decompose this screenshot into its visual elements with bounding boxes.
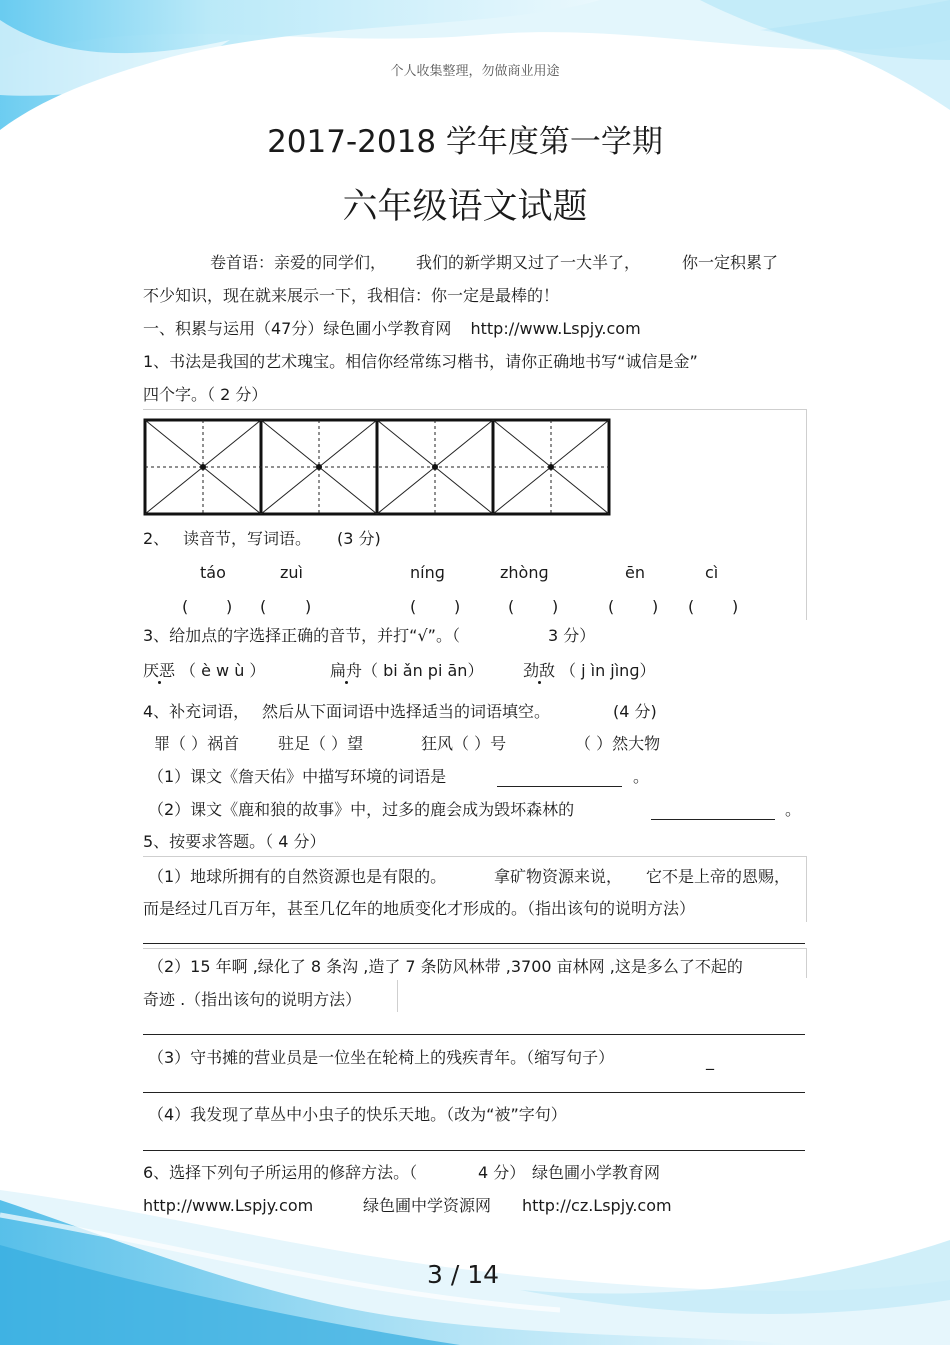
pinyin-item: nínɡ	[410, 563, 445, 582]
intro-line2: 不少知识，现在就来展示一下，我相信：你一定是最棒的！	[143, 286, 560, 305]
pinyin-item: zuì	[280, 563, 303, 582]
q6-url2: http://cz.Lspjy.com	[522, 1196, 672, 1215]
pinyin-item: ēn	[625, 563, 645, 582]
q1-line2: 四个字。（ 2 分）	[143, 385, 268, 404]
q4-word: 狂风（ ）号	[421, 734, 507, 753]
answer-paren: )	[305, 597, 312, 616]
table-border	[806, 948, 807, 978]
pinyin-item: zhònɡ	[500, 563, 549, 582]
section1-heading-text: 一、积累与运用（47分）绿色圃小学教育网	[143, 319, 452, 338]
intro-part2: 我们的新学期又过了一大半了，	[416, 253, 641, 272]
q4-sub2: （2）课文《鹿和狼的故事》中，过多的鹿会成为毁坏森林的	[148, 800, 575, 819]
q2-title: 读音节，写词语。	[183, 529, 312, 548]
q5-s1-part1: （1）地球所拥有的自然资源也是有限的。	[148, 867, 447, 886]
q5-s3-mark: _	[706, 1051, 714, 1070]
q6-score: 4 分）	[478, 1163, 526, 1182]
q3-item-pronunciation: （ bi ǎn pi ān）	[362, 661, 484, 680]
intro-part3: 你一定积累了	[682, 253, 779, 272]
answer-line[interactable]	[143, 1092, 805, 1093]
q3-item-word	[523, 660, 555, 682]
q2-number: 2、	[143, 529, 170, 548]
q5-s2-line1: （2）15 年啊 ,绿化了 8 条沟 ,造了 7 条防风林带 ,3700 亩林网 ,这是多么了不起的	[148, 957, 743, 976]
q5-title: 5、按要求答题。（ 4 分）	[143, 832, 326, 851]
answer-paren: (	[688, 597, 695, 616]
table-border	[143, 948, 807, 949]
answer-paren: (	[508, 597, 515, 616]
q3-item-pronunciation: （ j ìn jìnɡ）	[560, 661, 656, 680]
q4-sub1: （1）课文《詹天佑》中描写环境的词语是	[148, 767, 447, 786]
q5-s3: （3）守书摊的营业员是一位坐在轮椅上的残疾青年。（缩写句子）	[148, 1048, 615, 1067]
q5-s4: （4）我发现了草丛中小虫子的快乐天地。（改为“被”字句）	[148, 1105, 567, 1124]
table-border	[143, 856, 807, 857]
q4-score: (4 分)	[613, 702, 657, 721]
exam-title-line1: 2017-2018 学年度第一学期	[267, 124, 663, 160]
q4-sub1-end: 。	[633, 767, 650, 786]
answer-paren: (	[608, 597, 615, 616]
q3-item-pronunciation: （ è w ù ）	[180, 661, 266, 680]
header-note: 个人收集整理，勿做商业用途	[390, 64, 560, 79]
intro-part1: 卷首语：亲爱的同学们，	[210, 253, 387, 272]
q5-s1-part2: 拿矿物资源来说，	[494, 867, 623, 886]
table-border	[806, 409, 807, 620]
q4-title: 4、补充词语，	[143, 702, 250, 721]
q3-item-word-text: 厌恶	[143, 661, 176, 680]
q3-item-word	[143, 660, 175, 682]
q6-title: 6、选择下列句子所运用的修辞方法。（	[143, 1163, 418, 1182]
q5-s2-line2: 奇迹 .（指出该句的说明方法）	[143, 990, 362, 1009]
exam-title-line2: 六年级语文试题	[342, 187, 588, 227]
answer-blank[interactable]	[497, 786, 622, 787]
calligraphy-grid	[143, 418, 613, 518]
q2-score: (3 分)	[337, 529, 381, 548]
q6-title-tail: 绿色圃小学教育网	[532, 1163, 661, 1182]
pinyin-item: táo	[200, 563, 226, 582]
q4-word: 驻足（ ）望	[278, 734, 364, 753]
q1-line1: 1、书法是我国的艺术瑰宝。相信你经常练习楷书，请你正确地书写“诚信是金”	[143, 352, 698, 371]
q3-score: 3 分）	[548, 626, 596, 645]
section1-url: http://www.Lspjy.com	[470, 319, 641, 338]
answer-paren: )	[652, 597, 659, 616]
page-number: 3 / 14	[426, 1260, 500, 1289]
q6-url1: http://www.Lspjy.com	[143, 1196, 314, 1215]
q4-sub2-end: 。	[785, 800, 802, 819]
section1-heading	[143, 318, 641, 340]
q3-item-word	[330, 660, 362, 682]
pinyin-item: cì	[705, 563, 719, 582]
answer-paren: )	[454, 597, 461, 616]
table-border	[143, 409, 807, 410]
table-border	[397, 980, 398, 1012]
table-border	[806, 856, 807, 922]
q5-s1-line2: 而是经过几百万年，甚至几亿年的地质变化才形成的。（指出该句的说明方法）	[143, 899, 696, 918]
q4-word: 罪（ ）祸首	[154, 734, 240, 753]
q4-word: （ ）然大物	[575, 734, 661, 753]
answer-line[interactable]	[143, 1150, 805, 1151]
answer-paren: )	[732, 597, 739, 616]
answer-paren: (	[410, 597, 417, 616]
answer-blank[interactable]	[651, 819, 775, 820]
q3-item-word-text: 劲敌	[523, 661, 556, 680]
answer-line[interactable]	[143, 1034, 805, 1035]
q6-mid: 绿色圃中学资源网	[363, 1196, 492, 1215]
answer-paren: )	[226, 597, 233, 616]
q3-item-word-text: 扁舟	[330, 661, 363, 680]
q5-s1-part3: 它不是上帝的恩赐，	[646, 867, 791, 886]
answer-paren: (	[260, 597, 267, 616]
answer-paren: (	[182, 597, 189, 616]
answer-paren: )	[552, 597, 559, 616]
q4-title-b: 然后从下面词语中选择适当的词语填空。	[262, 702, 551, 721]
q3-title: 3、给加点的字选择正确的音节，并打“√”。（	[143, 626, 460, 645]
answer-line[interactable]	[143, 943, 805, 944]
